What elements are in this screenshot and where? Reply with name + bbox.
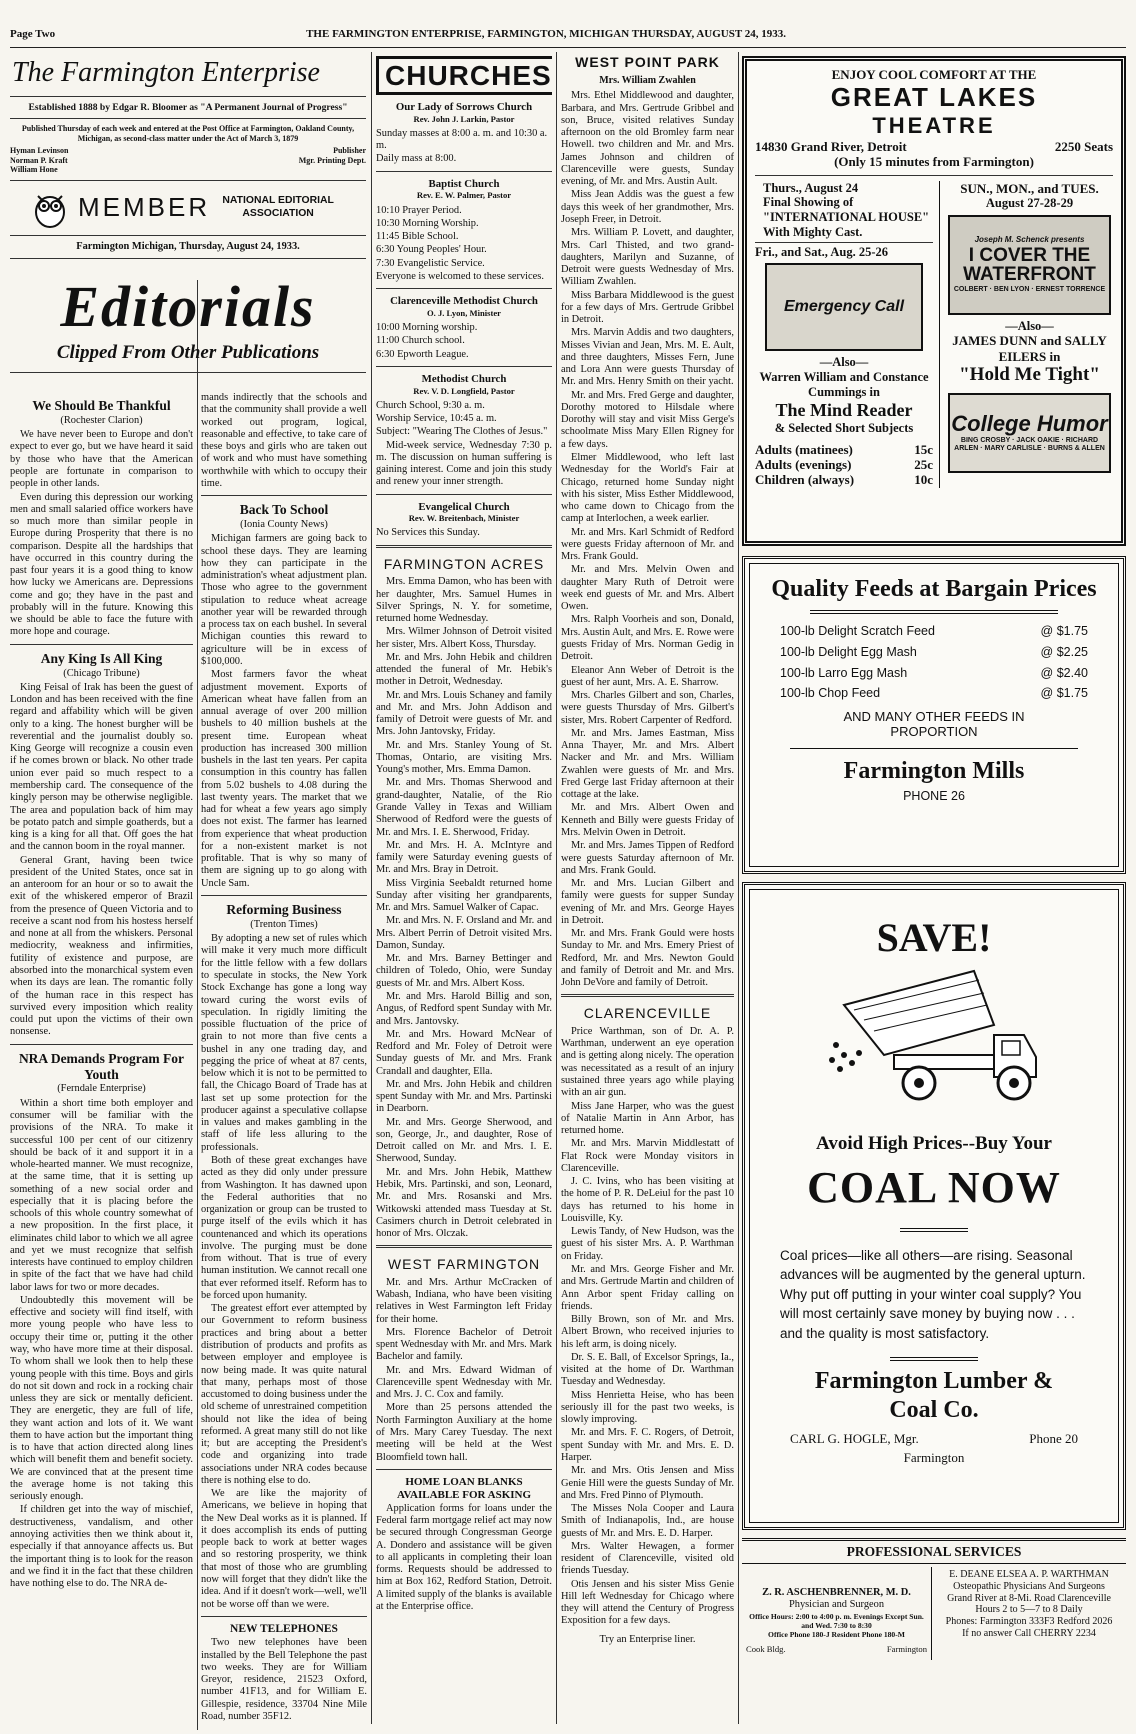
news-item: Dr. S. E. Ball, of Excelsor Springs, Ia., visited at the home of Dr. Warthman Tuesday and Wednesday. — [561, 1351, 734, 1388]
poster-title: Emergency Call — [783, 297, 905, 315]
professional-services — [742, 1538, 1126, 1728]
headline: NRA Demands Program For Youth — [18, 1050, 185, 1082]
listing-actors: JAMES DUNN and SALLY EILERS in — [952, 333, 1107, 364]
feed-price: @ $2.40 — [1040, 665, 1088, 680]
film-title: The Mind Reader — [775, 399, 913, 420]
paragraph: We have never been to Europe and don't expect to ever go, but we have heard it said by those who have that the American people are fortunate in comparison to people in other lands. — [10, 429, 193, 490]
source: (Trenton Times) — [250, 918, 318, 930]
poster-cast: COLBERT · BEN LYON · ERNEST TORRENCE — [953, 286, 1106, 294]
service-line: Mid-week service, Wednesday 7:30 p. m. The discussion on human suffering is gaining interest. Come and join this study and renew your inner strength. — [376, 439, 552, 488]
news-item: Mrs. Emma Damon, who has been with her daughter, Mrs. Samuel Humes in Silver Springs, N. Y. for sometime, returned home Wednesday. — [376, 576, 552, 625]
news-item: Miss Jane Harper, who was the guest of Natalie Martin in Ann Arbor, has returned home. — [561, 1100, 734, 1137]
news-item: Mr. and Mrs. Barney Bettinger and children of Toledo, Ohio, were Sunday guests of Mr. and Mrs. Albert Koss. — [376, 953, 552, 989]
feed-price: @ $2.25 — [1040, 644, 1088, 659]
source: (Rochester Clarion) — [60, 414, 143, 426]
theatre-name-2: THEATRE — [872, 113, 996, 138]
news-item: Elmer Middlewood, who left last Wednesday for the World's Fair at Chicago, returned home Sunday night with his sister, Miss Esther Middlewood, who came down to Chicago from the camp at Interlochen, a week earlier. — [561, 452, 734, 525]
paragraph: If children get into the way of mischief, destructiveness, vandalism, and other annoying activities then we think about it, especially if that annoyance affects us. But the important thing is to look for the reason and we find it in the fact that these children have nothing else to do. The NRA de- — [10, 1504, 193, 1590]
office-building: Cook Bldg. — [746, 1644, 786, 1655]
churches-title: CHURCHES — [376, 56, 552, 95]
feed-price: @ $1.75 — [1040, 686, 1088, 701]
paragraph: General Grant, having been twice president of the United States, once sat in an anteroom for an hour or so to await the exit of the whiskered emperor of Brazil from the presence of Queen Victoria and to receive a scant nod from his hostess herself and none at all from the whiskers. Personal mediocrity, weakness and infirmities, futility of existence and purpose, are absorbed into the monarchical system even when its days are lean. The romantic folly of the human race in this respect has survived every imposition which reality could put upon the victims of their own nonsense. — [10, 854, 193, 1038]
coal-phone: Phone 20 — [1029, 1430, 1078, 1446]
feeds-more: AND MANY OTHER FEEDS IN PROPORTION — [843, 709, 1025, 740]
news-item: Eleanor Ann Weber of Detroit is the guest of her aunt, Mrs. A. E. Sharrow. — [561, 664, 734, 688]
closing-line: Try an Enterprise liner. — [599, 1633, 696, 1645]
churches-heading — [376, 56, 552, 95]
also-label: —Also— — [819, 355, 869, 370]
staff-name: Hyman Levinson — [10, 146, 69, 156]
headline: Back To School — [239, 502, 329, 518]
news-item: Mr. and Mrs. N. F. Orsland and Mr. and Mrs. Albert Perrin of Detroit visited Mrs. Damon, Sunday. — [376, 915, 552, 951]
physician-name: Z. R. ASCHENBRENNER, M. D. — [762, 1586, 911, 1598]
news-item: Mr. and Mrs. George Sherwood, and son, George, Jr., and daughter, Rose of Detroit called on Mr. and Mrs. I. E. Sherwood, Sunday. — [376, 1116, 552, 1165]
staff-block — [10, 146, 366, 174]
feeds-title: Quality Feeds at Bargain Prices — [771, 576, 1097, 602]
paragraph: Most farmers favor the wheat adjustment movement. Exports of American wheat have fallen from an annual average of over 200 million bushels to 40 million bushels at the present time. European wheat production has increased 300 million bushels in the last ten years. Per capita consumption in this country has fallen from 5.02 bushels to 4.08 during the last twenty years. The market that we had for wheat a few years ago simply does not exist. The farmer has learned from experience that wheat production for a non-existent market is not profitable. That is why so many of them are signing up to go along with Uncle Sam. — [201, 669, 367, 889]
film-poster — [765, 263, 923, 351]
editorial-column-2 — [201, 392, 367, 1732]
church-entry — [376, 101, 552, 166]
listing-note: Final Showing of — [763, 195, 854, 210]
osteopath-hours: Hours 2 to 5—7 to 8 Daily — [975, 1604, 1083, 1616]
paragraph: Both of these great exchanges have acted as they did only under pressure from Washington. It has dawned upon the Federal authorities that no organization or group can be trusted to purge itself of the evils which it has countenanced and which its operations involve. The purging must be done from without. That is true of every human institution. We cannot recall one that ever reformed itself. Reform has to be forced upon humanity. — [201, 1154, 367, 1301]
paragraph: Two new telephones have been installed by the Bell Telephone the past two weeks. They are for William Greyor, residence, 21523 Oxford, number 41F13, and for William E. Gillespie, residence, 33704 Nine Mile Road, number 35F12. — [201, 1637, 367, 1722]
news-item: Mrs. Marvin Addis and two daughters, Misses Vivian and Jean, Mrs. M. E. Ault, and three daughters, Misses Fern, June and Lora Ann were guests Thursday of Mr. and Mrs. Henry Smith on their yacht. — [561, 327, 734, 388]
headline: NEW TELEPHONES — [230, 1622, 338, 1635]
feed-price: @ $1.75 — [1040, 624, 1088, 638]
poster-cast: BING CROSBY · JACK OAKIE · RICHARD ARLEN · MARY CARLISLE · BURNS & ALLEN — [954, 437, 1105, 453]
column-rule — [371, 52, 372, 1724]
church-name: Evangelical Church — [418, 500, 510, 513]
film-poster — [948, 393, 1111, 473]
column-rule — [738, 52, 739, 1724]
service-line: 6:30 Young Peoples' Hour. — [376, 244, 487, 256]
staff-name: William Hone — [10, 165, 58, 175]
listing-dates: SUN., MON., and TUES. — [960, 180, 1099, 196]
price-value: 10c — [914, 472, 933, 488]
osteopath-phones: Phones: Farmington 333F3 Redford 2026 — [945, 1616, 1113, 1628]
poster-title: I COVER THE WATERFRONT — [963, 245, 1096, 286]
office-phones: Office Phone 180-J Resident Phone 180-M — [768, 1630, 905, 1640]
news-item: Mr. and Mrs. George Fisher and Mr. and Mrs. Gertrude Martin and children of Ann Arbor spent Friday calling on friends. — [561, 1264, 734, 1312]
staff-name: Norman P. Kraft — [10, 155, 68, 165]
news-item: Mrs. Ethel Middlewood and daughter, Barbara, and Mrs. Gertrude Gribbel and son, Bruce, visited relatives Sunday afternoon on the old Bromley farm near Howell. two children and Mr. and Mrs. James Johnson and children of Clarenceville were guests, Sunday evening, of Mr. and Mrs. Austin Ault. — [561, 90, 734, 188]
news-item: Mr. and Mrs. James Tippen of Redford were guests Saturday afternoon of Mr. and Mrs. Frank Gould. — [561, 840, 734, 876]
member-word: MEMBER — [78, 192, 211, 223]
news-item: Mr. and Mrs. Stanley Young of St. Thomas, Ontario, are visiting Mrs. Young's mother, Mrs. Emma Damon. — [376, 739, 552, 776]
dateline: Farmington Michigan, Thursday, August 24, 1933. — [76, 240, 300, 252]
owl-icon — [30, 188, 70, 228]
theatre-listings — [755, 181, 1113, 488]
feed-item — [780, 645, 1088, 660]
theatre-address-row — [755, 139, 1113, 154]
editorials-title: Editorials — [60, 274, 316, 339]
professional-listings — [742, 1567, 1126, 1661]
feed-name: 100-lb Delight Egg Mash — [780, 644, 917, 659]
column-rule — [556, 52, 557, 1724]
association-name: NATIONAL EDITORIAL ASSOCIATION — [222, 195, 334, 219]
listing-note: With Mighty Cast. — [763, 224, 863, 239]
feed-item — [780, 624, 1088, 639]
news-item: Mr. and Mrs. F. C. Rogers, of Detroit, spent Sunday with Mr. and Mrs. E. D. Harper. — [561, 1427, 734, 1463]
news-item: Mr. and Mrs. Lucian Gilbert and family were guests for supper Sunday evening of Mr. and Mrs. George Hayes in Detroit. — [561, 878, 734, 926]
editorials-banner — [10, 272, 366, 388]
church-pastor: Rev. E. W. Palmer, Pastor — [416, 190, 512, 201]
church-entry — [376, 501, 552, 540]
coal-manager: CARL G. HOGLE, Mgr. — [790, 1430, 919, 1446]
listing-dates: Thurs., August 24 — [763, 180, 859, 195]
service-line: 10:00 Morning worship. — [376, 322, 478, 334]
church-pastor: O. J. Lyon, Minister — [426, 307, 501, 318]
news-item: Mrs. Florence Bachelor of Detroit spent Wednesday with Mr. and Mrs. Mark Bachelor and family. — [376, 1326, 552, 1363]
news-item: Billy Brown, son of Mr. and Mrs. Albert Brown, who received injuries to his left arm, is doing nicely. — [561, 1314, 734, 1350]
staff-title: Publisher — [333, 146, 366, 156]
paragraph: Undoubtedly this movement will be effective and society will find itself, with more young people who have less to occupy their time or, putting it the other way, who have more time at their disposal. To whom shall we look then to help these young people with this time. Boys and girls do not sit down and rock in a rocking chair unless they are sick or mentally deficient. They are energetic, they are full of life, they want action and lots of it. We want them to have action but the important thing is to have that action directed along lines which will benefit them and benefit society. We are convinced that at the present time the average home is not taking this seriously enough. — [10, 1294, 193, 1503]
column-rule — [197, 280, 198, 1730]
source: (Chicago Tribune) — [63, 667, 140, 679]
church-entry — [376, 295, 552, 361]
news-item: Mr. and Mrs. Arthur McCracken of Wabash, Indiana, who have been visiting relatives in West Farmington left Friday for their home. — [376, 1276, 552, 1325]
news-item: Mrs. William P. Lovett, and daughter, Mrs. Carl Thisted, and two grand-daughters, Marilyn and Suzanne, of Detroit were guests Wednesday of Mrs. William Zwahlen. — [561, 227, 734, 288]
church-pastor: Rev. W. Breitenbach, Minister — [408, 513, 520, 524]
news-item: Mr. and Mrs. Albert Owen and Kenneth and Billy were guests Friday of Mrs. Melvin Owen in Detroit. — [561, 802, 734, 838]
headline: We Should Be Thankful — [32, 398, 171, 413]
osteopath-address: Grand River at 8-Mi. Road Clarenceville — [947, 1592, 1111, 1604]
service-line: Sunday masses at 8:00 a. m. and 10:30 a. m. — [376, 127, 548, 152]
feed-item — [780, 666, 1088, 681]
paragraph: We are like the majority of Americans, we believe in hoping that the New Deal works as it is planned. If it does accomplish its ends of putting people back to work at better wages and so restoring prosperity, we think that most of those who are grumbling now will forget that they didn't like the idea. And if it doesn't work—well, we'll not be worse off than we were. — [201, 1488, 367, 1610]
news-item: Mr. and Mrs. Howard McNear of Redford and Mr. Foley of Detroit were Sunday guests of Mr. and Mrs. Frank Crandall and daughter, Ella. — [376, 1028, 552, 1077]
service-line: Daily mass at 8:00. — [376, 153, 457, 165]
church-entry — [376, 373, 552, 489]
price-value: 25c — [914, 456, 933, 472]
news-item: Miss Virginia Seebaldt returned home Sunday after visiting her grandparents, Mr. and Mrs. Samuel Walker of Capac. — [376, 877, 552, 914]
poster-title: College Humor — [951, 411, 1108, 437]
coal-contact-row — [790, 1431, 1078, 1446]
right-listing — [946, 181, 1113, 488]
member-badge — [10, 186, 366, 230]
byline: Mrs. William Zwahlen — [599, 74, 696, 86]
paragraph: The greatest effort ever attempted by our Government to reform business practices and bring about a better distribution of products and profits as between employer and employee is now being made. It was quite natural that many, perhaps most of those accustomed to doing business under the old scheme of unrestrained competition should not like the idea of being reformed. A great many still do not like it; but are accepting the President's code and organizing into trade associations under NRA codes because there is nothing else to do. — [201, 1303, 367, 1486]
listing-dates: August 27-28-29 — [985, 195, 1074, 210]
theatre-address: 14830 Grand River, Detroit — [755, 138, 907, 154]
source: (Ionia County News) — [240, 519, 328, 531]
headline: HOME LOAN BLANKS AVAILABLE FOR ASKING — [396, 1475, 532, 1501]
paragraph: mands indirectly that the schools and that the community shall provide a well worked out program, logical, reasonable and effective, to take care of these boys and girls who are taken out of work and who must have something worthwhile with which to occupy their time. — [201, 392, 367, 489]
service-line: Subject: "Wearing The Clothes of Jesus." — [376, 426, 548, 438]
running-head-text: THE FARMINGTON ENTERPRISE, FARMINGTON, MICHIGAN THURSDAY, AUGUST 24, 1933. — [306, 28, 786, 40]
church-pastor: Rev. John J. Larkin, Pastor — [413, 113, 515, 124]
feed-name: 100-lb Chop Feed — [780, 686, 881, 701]
section-title: WEST FARMINGTON — [387, 1256, 541, 1273]
section-title: FARMINGTON ACRES — [383, 555, 545, 572]
dump-truck-icon — [824, 965, 1044, 1115]
save-headline: SAVE! — [876, 915, 992, 960]
service-line: 10:30 Morning Worship. — [376, 217, 479, 229]
paragraph: Within a short time both employer and consumer will be familiar with the provisions of the NRA. To make it successful 100 per cent of our citizenry should be back of it and support it in a whole-hearted manner. We must recognize, at the same time, that it is setting up something of a new social order and especially that it is placing before the schools of this whole country somewhat of a new proposition. In the first place, it eliminates child labor to which we all agree and yet we must recognize that selfish interests have continued to employ children in spite of the fact that we have had child labor laws for two or more decades. — [10, 1097, 193, 1293]
theatre-seats: 2250 Seats — [1054, 138, 1113, 154]
paragraph: Application forms for loans under the Federal farm mortgage relief act may now be secured through Congressman George A. Dondero and assistance will be given to all applicants in completing their loan forms. Requests should be addressed to him at Box 162, Redford Station, Detroit. A limited supply of the blanks is available at the Enterprise office. — [376, 1502, 552, 1612]
coal-company: Farmington Lumber & Coal Co. — [814, 1368, 1054, 1424]
staff-title: Mgr. Printing Dept. — [298, 155, 366, 165]
listing-actors: Warren William and Constance Cummings in — [759, 370, 929, 399]
news-item: Mr. and Mrs. Melvin Owen and daughter Mary Ruth of Detroit were week end guests of Mr. and Mrs. Albert Owen. — [561, 564, 734, 613]
masthead — [10, 52, 366, 280]
professional-title: PROFESSIONAL SERVICES — [742, 1544, 1126, 1564]
office-hours: Office Hours: 2:00 to 4:00 p. m. Evenings Except Sun. and Wed. 7:30 to 8:30 — [749, 1612, 924, 1631]
feed-name: 100-lb Larro Egg Mash — [780, 665, 908, 680]
price-value: 15c — [914, 441, 933, 457]
news-item: Mr. and Mrs. Fred Gerge and daughter, Dorothy motored to Hilsdale where Dorothy will stay and visit Miss Gerge's schoolmate Miss Mary Ellen Rigney for a few days. — [561, 389, 734, 450]
established-line: Established 1888 by Edgar R. Bloomer as "A Permanent Journal of Progress" — [28, 102, 348, 114]
paragraph: King Feisal of Irak has been the guest of London and has been received with the fine regard and affability which will be given only to a king. The honest burgher will be reverential and the journalist doubly so. King George will recognize a cousin even if he comes brown or black. No other trade union ever paid so much respect to a membership card. The consequence of the kingly person may be otherwise negligible. The area and population back of him may be potato patch and simple goatherds, but a king is a king for all that. Off goes the hat and the cannon boom in the royal manner. — [10, 681, 193, 853]
service-line: Worship Service, 10:45 a. m. — [376, 412, 497, 424]
news-item: Mr. and Mrs. James Eastman, Miss Anna Thayer, Mr. and Mrs. Albert Nacker and Mr. and Mrs. William Zwahlen were guests of Mr. and Mrs. Fred Gerge last Friday afternoon at their cottage at the lake. — [561, 727, 734, 801]
feeds-company: Farmington Mills — [843, 757, 1025, 784]
feeds-ad — [742, 556, 1126, 874]
news-item: Mr. and Mrs. Edward Widman of Clarenceville spent Wednesday with Mr. and Mrs. J. C. Cox and family. — [376, 1364, 552, 1401]
news-item: Lewis Tandy, of New Hudson, was the guest of his sister Mrs. A. P. Warthman on Friday. — [561, 1226, 734, 1262]
news-item: Mr. and Mrs. Frank Gould were hosts Sunday to Mr. and Mrs. Emery Priest of Redford, Mr. and Mrs. Newton Gould and family of Detroit and Mr. and Mrs. John DeVore and family of Detroit. — [561, 928, 734, 989]
left-listing — [755, 181, 933, 488]
news-item: Mr. and Mrs. Karl Schmidt of Redford were guests Friday afternoon of Mr. and Mrs. Frank Gould. — [561, 526, 734, 563]
page-label: Page Two — [10, 28, 56, 40]
headline: Reforming Business — [226, 902, 342, 918]
news-item: Mr. and Mrs. Otis Jensen and Miss Genie Hill were the guests Sunday of Mr. and Mrs. Fred Pinno of Plymouth. — [561, 1465, 734, 1501]
paper-title: The Farmington Enterprise — [12, 57, 320, 88]
listing-note: & Selected Short Subjects — [774, 420, 914, 435]
avoid-line: Avoid High Prices--Buy Your — [816, 1133, 1052, 1155]
news-item: Otis Jensen and his sister Miss Genie Hill left Wednesday for Chicago where they will attend the Century of Progress Exposition for a few days. — [561, 1578, 734, 1627]
osteopath-alt-phone: If no answer Call CHERRY 2234 — [962, 1627, 1096, 1639]
church-name: Methodist Church — [421, 372, 507, 385]
paragraph: Even during this depression our working men and small salaried office workers have so much more than similar people in Europe during Prosperity that there is no comparison. Despite all the hardships that have occurred in this country during the past four years it is a good thing to know how lucky we Americans are. Depressions come and go; they have in the past and probably will in the future. Knowing this we should be able to face the future with more hope and courage. — [10, 491, 193, 638]
osteopath-names: E. DEANE ELSEA A. P. WARTHMAN — [949, 1568, 1109, 1580]
theatre-ad — [742, 56, 1126, 546]
news-item: Mr. and Mrs. Harold Billig and son, Angus, of Redford spent Sunday with Mr. and Mrs. Jantovsky. — [376, 991, 552, 1027]
news-item: Miss Henrietta Heise, who has been seriously ill for the past two weeks, is slowly improving. — [561, 1389, 734, 1426]
news-item: More than 25 persons attended the North Farmington Auxiliary at the home of Mrs. Mary Carey Tuesday. The next meeting will be held at the West Bloomfield town hall. — [376, 1402, 552, 1463]
community-news-column — [561, 52, 734, 1732]
also-label: —Also— — [1005, 318, 1054, 333]
news-item: Mr. and Mrs. Marvin Middlestatt of Flat Rock were Monday visitors in Clarenceville. — [561, 1138, 734, 1174]
service-line: 10:10 Prayer Period. — [376, 204, 462, 216]
physician-card — [742, 1567, 932, 1661]
headline: Any King Is All King — [40, 650, 163, 666]
source: (Ferndale Enterprise) — [57, 1083, 146, 1095]
feed-item — [780, 686, 1088, 701]
news-item: J. C. Ivins, who has been visiting at the home of P. R. DeLeiul for the past 10 days has returned to his home in Louisville, Ky. — [561, 1176, 734, 1224]
news-item: Mrs. Charles Gilbert and son, Charles, were guests Thursday of Mrs. Gilbert's sister, Mrs. Robert Carpenter of Redford. — [561, 690, 734, 726]
coal-now-headline: COAL NOW — [807, 1162, 1061, 1212]
theatre-tagline: ENJOY COOL COMFORT AT THE — [831, 67, 1037, 82]
service-line: 11:00 Church school. — [376, 335, 465, 347]
coal-town: Farmington — [903, 1450, 965, 1466]
price-label: Adults (evenings) — [755, 456, 852, 472]
news-item: Mr. and Mrs. John Hebik and children spent Sunday with Mr. and Mrs. Partinski in Dearborn. — [376, 1078, 552, 1115]
church-name: Baptist Church — [428, 177, 500, 190]
news-item: Miss Barbara Middlewood is the guest for a few days of Mrs. Gertrude Gribbel in Detroit. — [561, 289, 734, 326]
service-line: Everyone is welcomed to these services. — [376, 270, 544, 282]
theatre-distance: (Only 15 minutes from Farmington) — [834, 154, 1034, 170]
publication-notice: Published Thursday of each week and entered at the Post Office at Farmington, Oakland County, Michigan, as second-class matter under the Act of March 3, 1879 — [21, 124, 355, 143]
theatre-name: GREAT LAKES — [830, 82, 1038, 113]
paragraph: By adopting a new set of rules which will make it very much more difficult for the little fellow with a few dollars to speculate in stocks, the New York Stock Exchange has gone a long way toward curing the worst evils of speculation. In rigidly limiting the possible fluctuation of the price of grain to not more than five cents a bushel in any one trading day, and pegging the price of wheat at 87 cents, below which it is not to be permitted to fall, the Chicago Board of Trade has at last set up some protection for the producer against a speculative collapse in values and makes gambling in the staff of life less alluring to the professionals. — [201, 933, 367, 1153]
section-title: WEST POINT PARK — [575, 54, 720, 70]
news-item: Mr. and Mrs. Louis Schaney and family and Mr. and Mrs. John Addison and family of Detroit were guests of Mr. and Mrs. John Jantovsky, Friday. — [376, 689, 552, 738]
church-pastor: Rev. V. D. Longfield, Pastor — [413, 385, 515, 396]
service-line: No Services this Sunday. — [376, 527, 480, 539]
coal-ad — [742, 882, 1126, 1530]
churches-column — [376, 56, 552, 1732]
editorials-subtitle: Clipped From Other Publications — [56, 342, 320, 363]
service-line: 6:30 Epworth League. — [376, 348, 469, 360]
poster-credit: Joseph M. Schenck presents — [974, 234, 1085, 244]
price-label: Children (always) — [755, 472, 855, 488]
film-title: "INTERNATIONAL HOUSE" — [763, 210, 930, 225]
news-item: Mrs. Walter Hewagen, a former resident of Clarenceville, visited old friends Tuesday. — [561, 1540, 734, 1577]
osteopath-title: Osteopathic Physicians And Surgeons — [953, 1580, 1105, 1592]
news-item: Mr. and Mrs. John Hebik and children attended the funeral of Mr. Hebik's mother in Detroit, Wednesday. — [376, 651, 552, 688]
film-poster — [948, 215, 1111, 315]
editorial-column-1 — [10, 392, 193, 1732]
price-table — [755, 442, 933, 488]
service-line: 7:30 Evangelistic Service. — [376, 257, 485, 269]
physician-title: Physician and Surgeon — [788, 1599, 885, 1611]
news-item: The Misses Nola Cooper and Laura Smith of Indianapolis, Ind., are house guests of Mr. and Mrs. E. D. Harper. — [561, 1503, 734, 1539]
service-line: 11:45 Bible School. — [376, 231, 459, 243]
osteopath-card — [932, 1567, 1126, 1661]
listing-dates: Fri., and Sat., Aug. 25-26 — [755, 244, 889, 259]
news-item: Mr. and Mrs. Thomas Sherwood and grand-daughter, Natalie, of the Rio Grande Valley in Texas and William Sherwood of Redford were the guests of Mr. and Mrs. I. E. Sherwood, Friday. — [376, 777, 552, 838]
news-item: Price Warthman, son of Dr. A. P. Warthman, underwent an eye operation and is getting along nicely. The operation was necessitated as a result of an injury sustained three years ago while playing with an air gun. — [561, 1025, 734, 1099]
section-title: CLARENCEVILLE — [583, 1005, 712, 1022]
news-item: Mrs. Wilmer Johnson of Detroit visited her sister, Mrs. Albert Koss, Thursday. — [376, 626, 552, 650]
price-label: Adults (matinees) — [755, 441, 853, 457]
feeds-phone: PHONE 26 — [903, 788, 965, 803]
church-name: Clarenceville Methodist Church — [390, 295, 538, 308]
news-item: Mr. and Mrs. John Hebik, Matthew Hebik, Mrs. Partinski, and son, Leonard, Mr. and Mrs. Rosanski and Mrs. Witkowski attended mass Tuesday at St. Casimers church in Detroit celebrated in honor of Mrs. Olczak. — [376, 1166, 552, 1240]
coal-body: Coal prices—like all others—are rising. Seasonal advances will be augmented by the general upturn. Why put off putting in your winter coal supply? You will most certainly save money by buying now . . . and the quality is most satisfactory. — [780, 1247, 1086, 1341]
church-name: Our Lady of Sorrows Church — [395, 101, 533, 114]
news-item: Miss Jean Addis was the guest a few days this week of her grandmother, Mrs. Joseph Freer, in Detroit. — [561, 189, 734, 225]
paragraph: Michigan farmers are going back to school these days. They are learning how they can participate in the administration's wheat adjustment plan. Those who agree to the government stipulation to reduce wheat acreage another year will be rewarded through a process tax on each bushel. In several Michigan counties this reward to agriculture will be in excess of $100,000. — [201, 533, 367, 667]
running-head — [10, 28, 1126, 48]
service-line: Church School, 9:30 a. m. — [376, 399, 485, 411]
church-entry — [376, 178, 552, 283]
news-item: Mrs. Ralph Voorheis and son, Donald, Mrs. Austin Ault, and Mrs. E. Rowe were guests Friday of Mrs. Norman Gedig in Detroit. — [561, 614, 734, 663]
news-item: Mr. and Mrs. H. A. McIntyre and family were Saturday evening guests of Mr. and Mrs. Bray in Detroit. — [376, 839, 552, 876]
office-town: Farmington — [886, 1644, 927, 1655]
feed-name: 100-lb Delight Scratch Feed — [780, 624, 935, 638]
film-title: "Hold Me Tight" — [959, 364, 1100, 386]
